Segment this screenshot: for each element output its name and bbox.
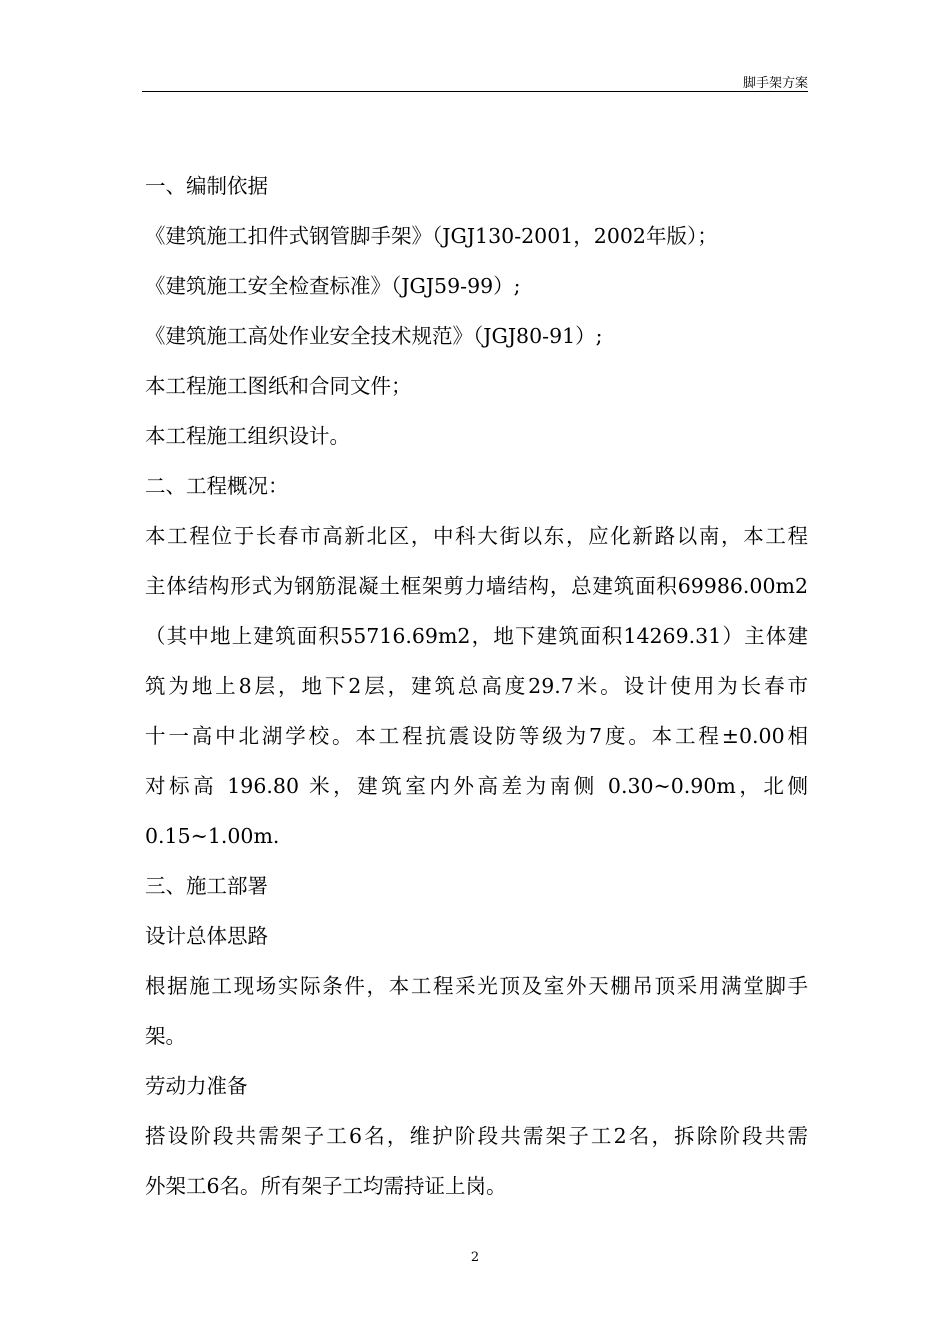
reference-item: 《建筑施工高处作业安全技术规范》（JGJ80-91）;: [145, 324, 603, 348]
subheading-labor-preparation: 劳动力准备: [145, 1074, 248, 1098]
reference-item: 《建筑施工扣件式钢管脚手架》（JGJ130-2001，2002年版）；: [145, 224, 718, 248]
document-body: [145, 161, 808, 1211]
reference-item: 本工程施工图纸和合同文件；: [145, 374, 412, 398]
reference-item: 本工程施工组织设计。: [145, 424, 350, 448]
paragraph-line: 架。: [145, 1024, 186, 1048]
paragraph-line: 根据施工现场实际条件，本工程采光顶及室外天棚吊顶采用满堂脚手: [145, 974, 808, 998]
section-heading-deployment: 三、施工部署: [145, 874, 268, 898]
paragraph-line: 筑为地上8层，地下2层，建筑总高度29.7米。设计使用为长春市: [145, 674, 808, 698]
paragraph-line: 本工程位于长春市高新北区，中科大街以东，应化新路以南，本工程: [145, 524, 808, 548]
paragraph-line: 十一高中北湖学校。本工程抗震设防等级为7度。本工程±0.00相: [145, 724, 808, 748]
paragraph-line: 搭设阶段共需架子工6名，维护阶段共需架子工2名，拆除阶段共需: [145, 1124, 808, 1148]
reference-item: 《建筑施工安全检查标准》（JGJ59-99）;: [145, 274, 521, 298]
paragraph-line: （其中地上建筑面积55716.69m2，地下建筑面积14269.31）主体建: [145, 624, 808, 648]
paragraph-line: 0.15~1.00m.: [145, 824, 280, 848]
paragraph-line: 对标高 196.80 米，建筑室内外高差为南侧 0.30~0.90m，北侧: [145, 774, 808, 798]
header-divider: [142, 91, 808, 92]
paragraph-line: 外架工6名。所有架子工均需持证上岗。: [145, 1174, 507, 1198]
running-header-title: 脚手架方案: [742, 76, 808, 91]
section-heading-overview: 二、工程概况：: [145, 474, 289, 498]
page-number: 2: [470, 1250, 480, 1265]
section-heading-basis: 一、编制依据: [145, 174, 268, 198]
paragraph-line: 主体结构形式为钢筋混凝土框架剪力墙结构，总建筑面积69986.00m2: [145, 574, 808, 598]
subheading-design-approach: 设计总体思路: [145, 924, 268, 948]
